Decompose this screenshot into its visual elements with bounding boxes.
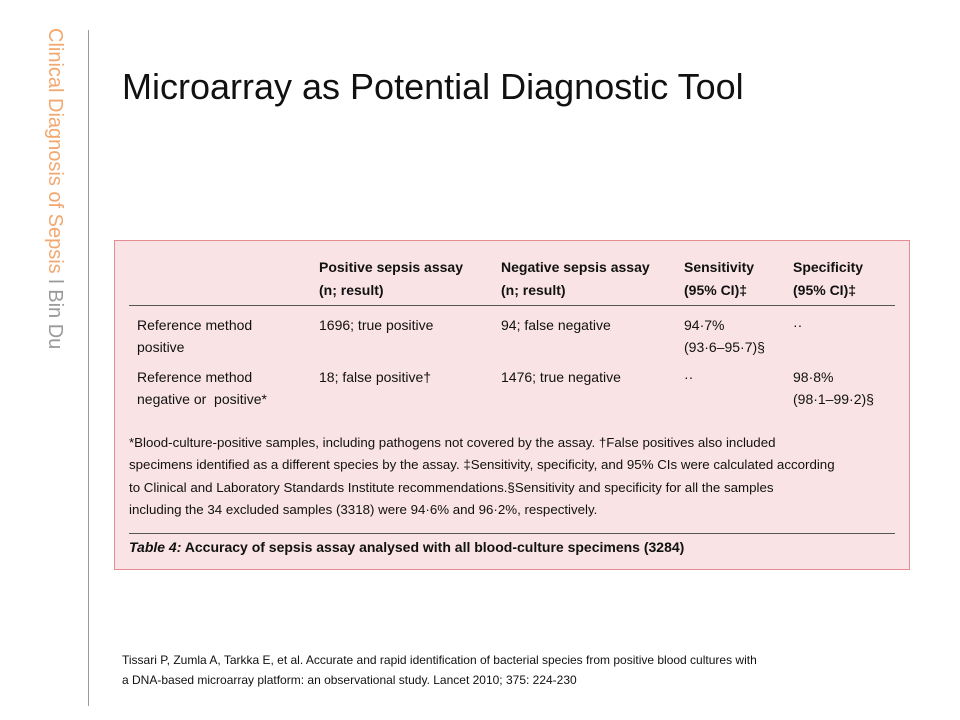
header-negative-line1: Negative sepsis assay xyxy=(501,259,650,275)
header-specificity-line2: (95% CI)‡ xyxy=(793,282,857,298)
footnote-line: including the 34 excluded samples (3318) were 94·6% and 96·2%, respectively. xyxy=(129,502,598,518)
slide-title: Microarray as Potential Diagnostic Tool xyxy=(122,66,744,107)
header-negative-assay xyxy=(501,256,650,302)
row2-sensitivity xyxy=(684,366,693,388)
table-panel xyxy=(114,240,910,570)
reference-line1: Tissari P, Zumla A, Tarkka E, et al. Accurate and rapid identification of bacterial species from positive blood cultures with xyxy=(122,653,757,667)
vertical-divider xyxy=(88,30,89,706)
row2-sensitivity-value: ·· xyxy=(684,369,694,385)
row1-negative: 94; false negative xyxy=(501,317,611,333)
row2-specificity xyxy=(793,366,874,410)
row2-specificity-value: 98·8% xyxy=(793,369,834,385)
table-header-rule xyxy=(129,305,895,306)
footnote-line: specimens identified as a different species by the assay. ‡Sensitivity, specificity, and 95% CIs were calculated according xyxy=(129,457,835,473)
row1-sensitivity xyxy=(684,314,765,358)
header-sensitivity-line2: (95% CI)‡ xyxy=(684,282,748,298)
row2-negative: 1476; true negative xyxy=(501,369,621,385)
presentation-topic: Clinical Diagnosis of Sepsis xyxy=(44,28,66,274)
row1-positive: 1696; true positive xyxy=(319,317,434,333)
citation-reference xyxy=(122,650,922,690)
header-positive-line2: (n; result) xyxy=(319,282,384,298)
header-positive-assay xyxy=(319,256,463,302)
table-caption xyxy=(129,539,684,555)
header-specificity-line1: Specificity xyxy=(793,259,864,275)
row2-label-line2: negative or positive* xyxy=(137,391,267,407)
row2-positive: 18; false positive† xyxy=(319,369,432,385)
row1-sensitivity-ci: (93·6–95·7)§ xyxy=(684,339,765,355)
row1-specificity-value: ·· xyxy=(793,317,803,333)
footnote-line: *Blood-culture-positive samples, including pathogens not covered by the assay. †False positives also included xyxy=(129,435,776,450)
table-footnote xyxy=(129,432,901,522)
vertical-header-label xyxy=(40,28,70,408)
header-sensitivity xyxy=(684,256,754,302)
row2-specificity-ci: (98·1–99·2)§ xyxy=(793,391,874,407)
row2-label xyxy=(137,366,267,410)
row1-label-line1: Reference method xyxy=(137,317,253,333)
header-negative-line2: (n; result) xyxy=(501,282,566,298)
label-separator: l xyxy=(44,279,66,284)
caption-text: Accuracy of sepsis assay analysed with all blood-culture specimens (3284) xyxy=(181,539,685,555)
row1-specificity xyxy=(793,314,802,336)
caption-rule xyxy=(129,533,895,534)
row1-sensitivity-value: 94·7% xyxy=(684,317,725,333)
footnote-line: to Clinical and Laboratory Standards Institute recommendations.§Sensitivity and specificity for all the samples xyxy=(129,479,774,495)
row2-label-line1: Reference method xyxy=(137,369,253,385)
row1-label xyxy=(137,314,252,358)
header-specificity xyxy=(793,256,863,302)
row1-label-line2: positive xyxy=(137,339,185,355)
caption-label: Table 4: xyxy=(129,539,182,555)
header-sensitivity-line1: Sensitivity xyxy=(684,259,755,275)
header-positive-line1: Positive sepsis assay xyxy=(319,259,463,275)
reference-line2: a DNA-based microarray platform: an observational study. Lancet 2010; 375: 224-230 xyxy=(122,673,577,687)
presenter-name: Bin Du xyxy=(44,289,66,350)
